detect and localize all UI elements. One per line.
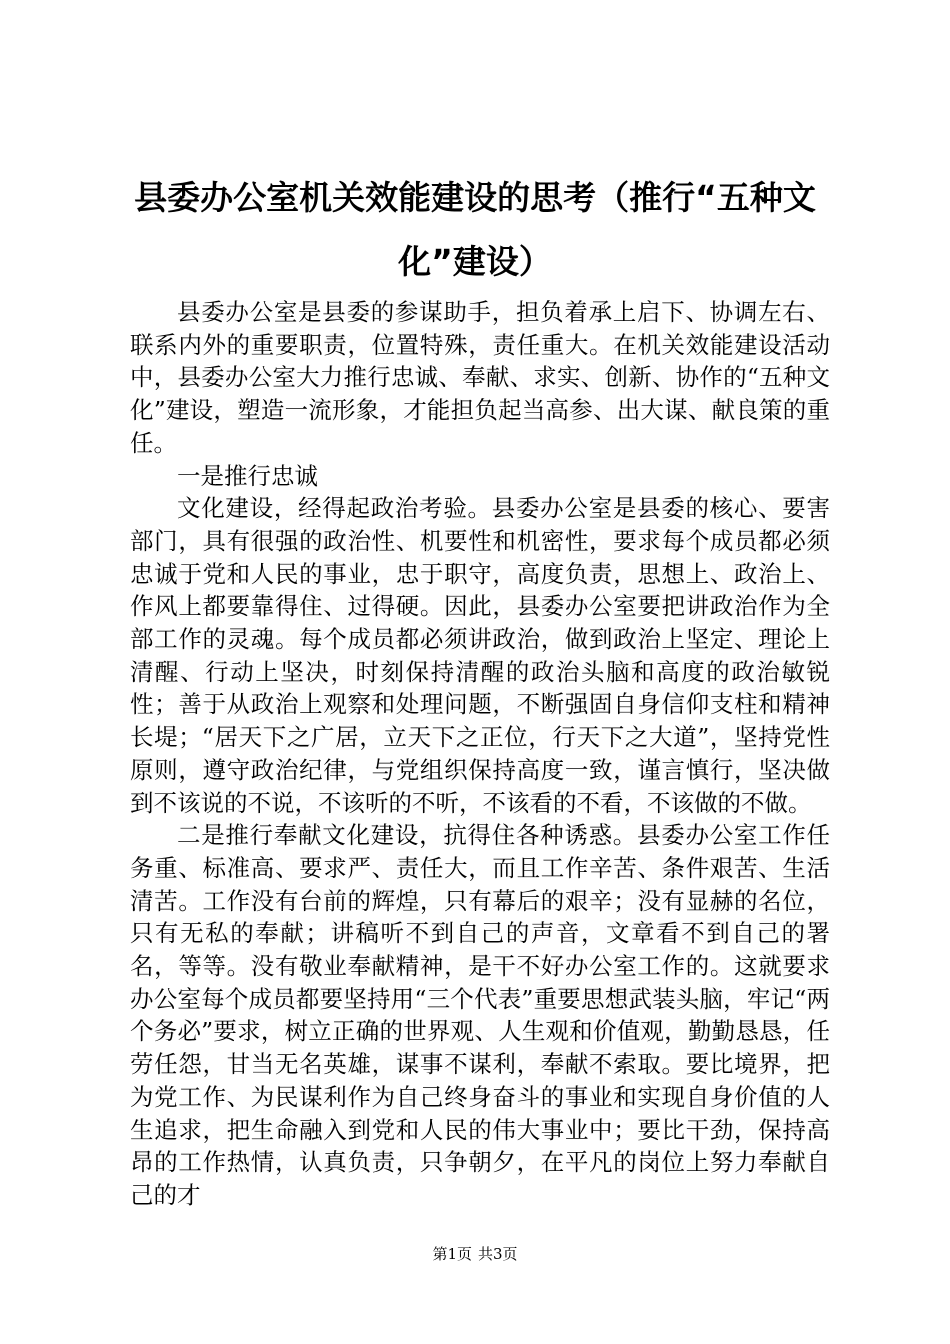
page-footer xyxy=(0,1244,950,1264)
document-title: 县委办公室机关效能建设的思考（推行“五种文化”建设） xyxy=(134,178,816,281)
page-number: 第1页 xyxy=(432,1245,472,1263)
paragraph-loyalty: 文化建设，经得起政治考验。县委办公室是县委的核心、要害部门，具有很强的政治性、机要性和机密性，要求每个成员都必须忠诚于党和人民的事业，忠于职守，高度负责，思想上、政治上、作风上都要靠得住、过得硬。因此，县委办公室要把讲政治作为全部工作的灵魂。每个成员都必须讲政治，做到政治上坚定、理论上清醒、行动上坚决，时刻保持清醒的政治头脑和高度的政治敏锐性；善于从政治上观察和处理问题，不断强固自身信仰支柱和精神长堤；“居天下之广居，立天下之正位，行天下之大道”，坚持党性原则，遵守政治纪律，与党组织保持高度一致，谨言慎行，坚决做到不该说的不说，不该听的不听，不该看的不看，不该做的不做。 xyxy=(130,494,830,817)
paragraph-intro: 县委办公室是县委的参谋助手，担负着承上启下、协调左右、联系内外的重要职责，位置特殊，责任重大。在机关效能建设活动中，县委办公室大力推行忠诚、奉献、求实、创新、协作的“五种文化”建设，塑造一流形象，才能担负起当高参、出大谋、献良策的重任。 xyxy=(130,298,830,457)
paragraph-dedication: 二是推行奉献文化建设，抗得住各种诱惑。县委办公室工作任务重、标准高、要求严、责任大，而且工作辛苦、条件艰苦、生活清苦。工作没有台前的辉煌，只有幕后的艰辛；没有显赫的名位，只有无私的奉献；讲稿听不到自己的声音，文章看不到自己的署名，等等。没有敬业奉献精神，是干不好办公室工作的。这就要求办公室每个成员都要坚持用“三个代表”重要思想武装头脑，牢记“两个务必”要求，树立正确的世界观、人生观和价值观，勤勤恳恳，任劳任怨，甘当无名英雄，谋事不谋利，奉献不索取。要比境界，把为党工作、为民谋利作为自己终身奋斗的事业和实现自身价值的人生追求，把生命融入到党和人民的伟大事业中；要比干劲，保持高昂的工作热情，认真负责，只争朝夕，在平凡的岗位上努力奉献自己的才 xyxy=(130,821,830,1209)
page-total: 共3页 xyxy=(478,1245,518,1263)
document-body xyxy=(130,296,830,1212)
section-heading-loyalty: 一是推行忠诚 xyxy=(177,461,318,490)
